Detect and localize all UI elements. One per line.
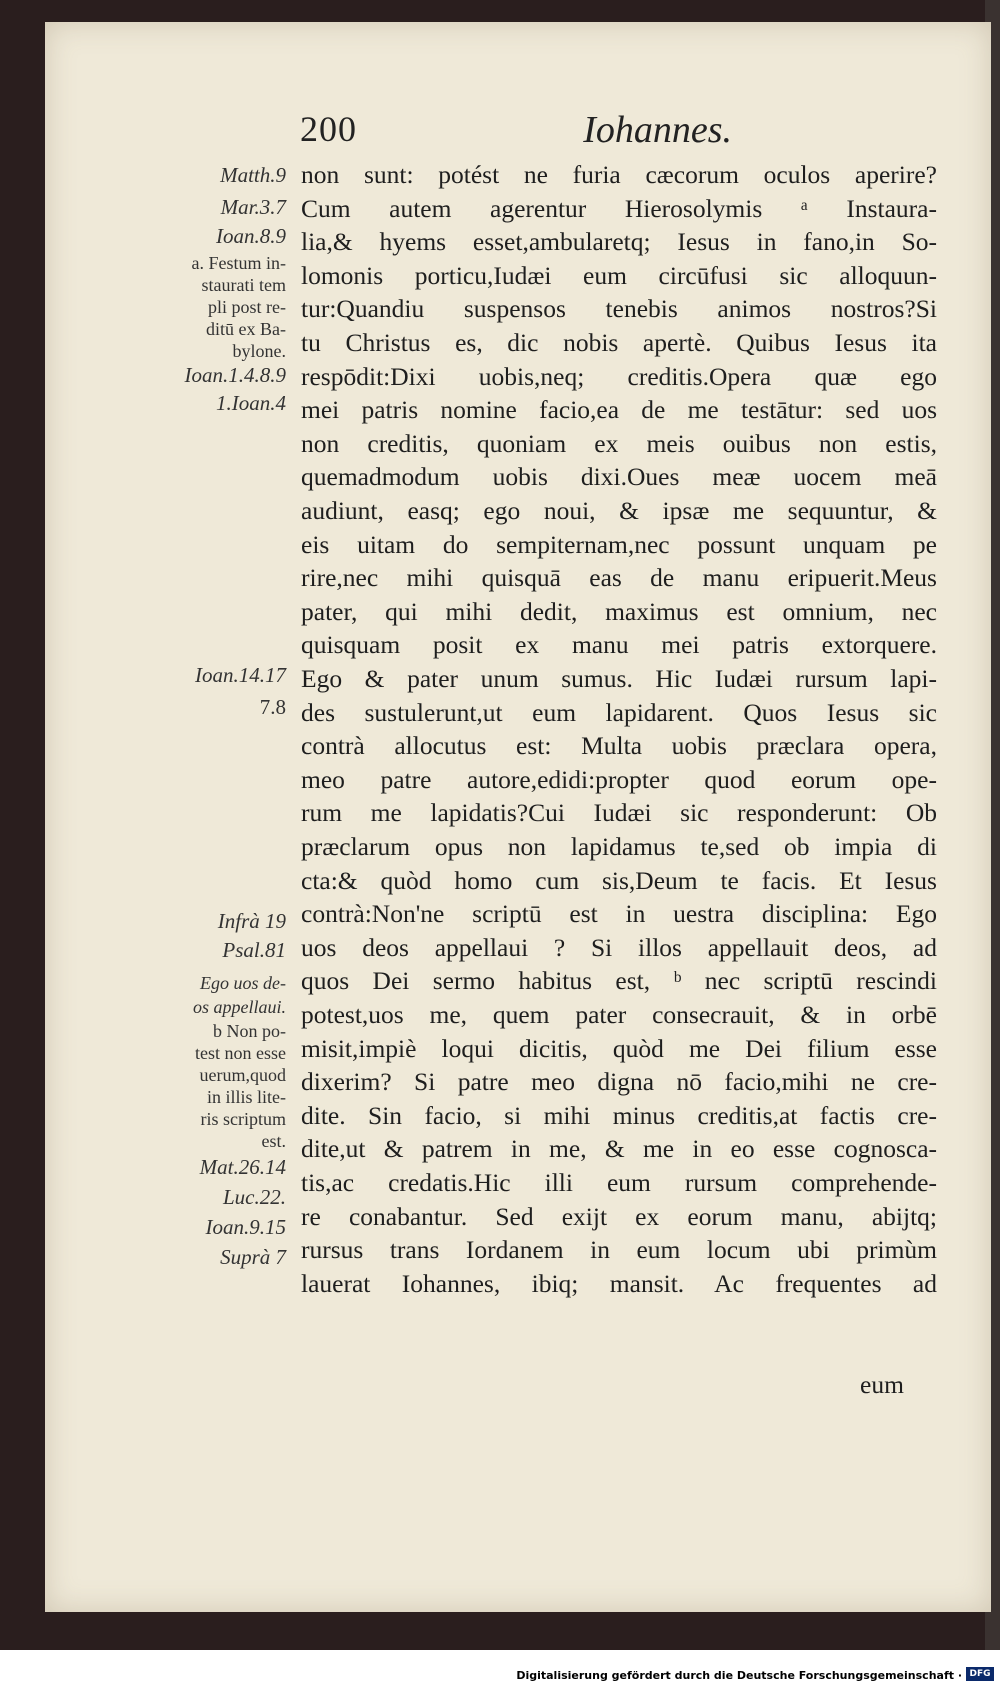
margin-note: Ioan.14.17 — [195, 663, 286, 687]
margin-note: uerum,quod — [199, 1065, 286, 1085]
margin-note: Infrà 19 — [217, 909, 286, 933]
text-line: tur:Quandiu suspensos tenebis animos nostros?Si — [301, 294, 937, 324]
text-line: potest,uos me, quem pater consecrauit, & in orbē — [301, 1000, 937, 1029]
text-line: contrà:Non'ne scriptū est in uestra disciplina: Ego — [301, 899, 937, 929]
text-line: non sunt: potést ne furia cæcorum oculos aperire? — [301, 160, 937, 189]
text-line: tu Christus es, dic nobis apertè. Quibus Iesus ita — [301, 328, 937, 357]
text-line: dite. Sin facio, si mihi minus creditis,at factis cre- — [301, 1100, 937, 1130]
margin-note: est. — [261, 1131, 286, 1151]
margin-note: pli post re- — [208, 297, 286, 317]
text-line: quos Dei sermo habitus est, ᵇ nec scriptū rescindi — [301, 966, 937, 996]
margin-note: Ioan.1.4.8.9 — [184, 363, 286, 387]
text-line: rire,nec mihi quisquā eas de manu eripuerit.Meus — [301, 563, 937, 593]
text-line: quemadmodum uobis dixi.Oues meæ uocem meā — [301, 462, 937, 492]
margin-note: Suprà 7 — [220, 1245, 286, 1269]
text-line: dixerim? Si patre meo digna nō facio,mihi ne cre- — [301, 1067, 937, 1097]
margin-note: staurati tem — [201, 275, 286, 295]
margin-note: Ioan.8.9 — [216, 224, 286, 248]
text-line: mei patris nomine facio,ea de me testātur: sed uos — [301, 395, 937, 425]
text-line: respōdit:Dixi uobis,neq; creditis.Opera quæ ego — [301, 361, 937, 391]
text-line: lomonis porticu,Iudæi eum circūfusi sic alloquun- — [301, 260, 937, 290]
margin-note: Ego uos de- — [200, 973, 286, 993]
margin-note: Luc.22. — [223, 1185, 286, 1209]
text-line: contrà allocutus est: Multa uobis præclara opera, — [301, 731, 937, 761]
running-title: Iohannes. — [583, 109, 732, 151]
text-line: audiunt, easq; ego noui, & ipsæ me sequuntur, & — [301, 496, 937, 525]
text-line: quisquam posit ex manu mei patris extorquere. — [301, 630, 937, 660]
text-line: eis uitam do sempiternam,nec possunt unquam pe — [301, 529, 937, 559]
margin-note: Matth.9 — [220, 163, 286, 187]
margin-note: b Non po- — [213, 1021, 286, 1041]
text-line: lauerat Iohannes, ibiq; mansit. Ac frequentes ad — [301, 1268, 937, 1298]
text-line: non creditis, quoniam ex meis ouibus non estis, — [301, 428, 937, 458]
text-line: tis,ac credatis.Hic illi eum rursum comprehende- — [301, 1168, 937, 1197]
text-line: lia,& hyems esset,ambularetq; Iesus in fano,in So- — [301, 227, 937, 257]
text-line: rursus trans Iordanem in eum locum ubi primùm — [301, 1235, 937, 1265]
margin-note: a. Festum in- — [191, 253, 286, 273]
text-line: meo patre autore,edidi:propter quod eorum ope- — [301, 764, 937, 794]
margin-note: test non esse — [195, 1043, 286, 1063]
text-line: pater, qui mihi dedit, maximus est omnium, nec — [301, 596, 937, 626]
margin-note: 1.Ioan.4 — [216, 391, 286, 415]
text-line: Cum autem agerentur Hierosolymis ᵃ Instaura- — [301, 193, 937, 223]
margin-note: ditū ex Ba- — [206, 319, 286, 339]
margin-note: os appellaui. — [193, 997, 286, 1017]
dfg-logo-icon: DFG — [966, 1667, 994, 1681]
text-line: præclarum opus non lapidamus te,sed ob impia di — [301, 832, 937, 861]
catchword: eum — [860, 1370, 904, 1399]
text-line: re conabantur. Sed exijt ex eorum manu, abijtq; — [301, 1201, 937, 1231]
running-head — [300, 108, 732, 158]
page-number: 200 — [300, 109, 357, 149]
margin-note: Mar.3.7 — [220, 195, 286, 219]
text-line: misit,impiè loqui dicitis, quòd me Dei filium esse — [301, 1033, 937, 1063]
text-line: Ego & pater unum sumus. Hic Iudæi rursum lapi- — [301, 664, 937, 693]
text-line: uos deos appellaui ? Si illos appellauit deos, ad — [301, 932, 937, 962]
margin-note: ris scriptum — [200, 1109, 286, 1129]
margin-note: in illis lite- — [207, 1087, 286, 1107]
margin-note: Mat.26.14 — [199, 1155, 286, 1179]
margin-note: Psal.81 — [222, 938, 286, 962]
text-line: des sustulerunt,ut eum lapidarent. Quos Iesus sic — [301, 697, 937, 727]
text-line: cta:& quòd homo cum sis,Deum te facis. Et Iesus — [301, 865, 937, 895]
margin-note: Ioan.9.15 — [205, 1215, 286, 1239]
text-line: dite,ut & patrem in me, & me in eo esse cognosca- — [301, 1134, 937, 1164]
margin-note: bylone. — [232, 341, 286, 361]
text-line: rum me lapidatis?Cui Iudæi sic responderunt: Ob — [301, 798, 937, 828]
funding-notice: Digitalisierung gefördert durch die Deutsche Forschungsgemeinschaft · — [516, 1669, 962, 1682]
margin-note: 7.8 — [259, 695, 286, 719]
